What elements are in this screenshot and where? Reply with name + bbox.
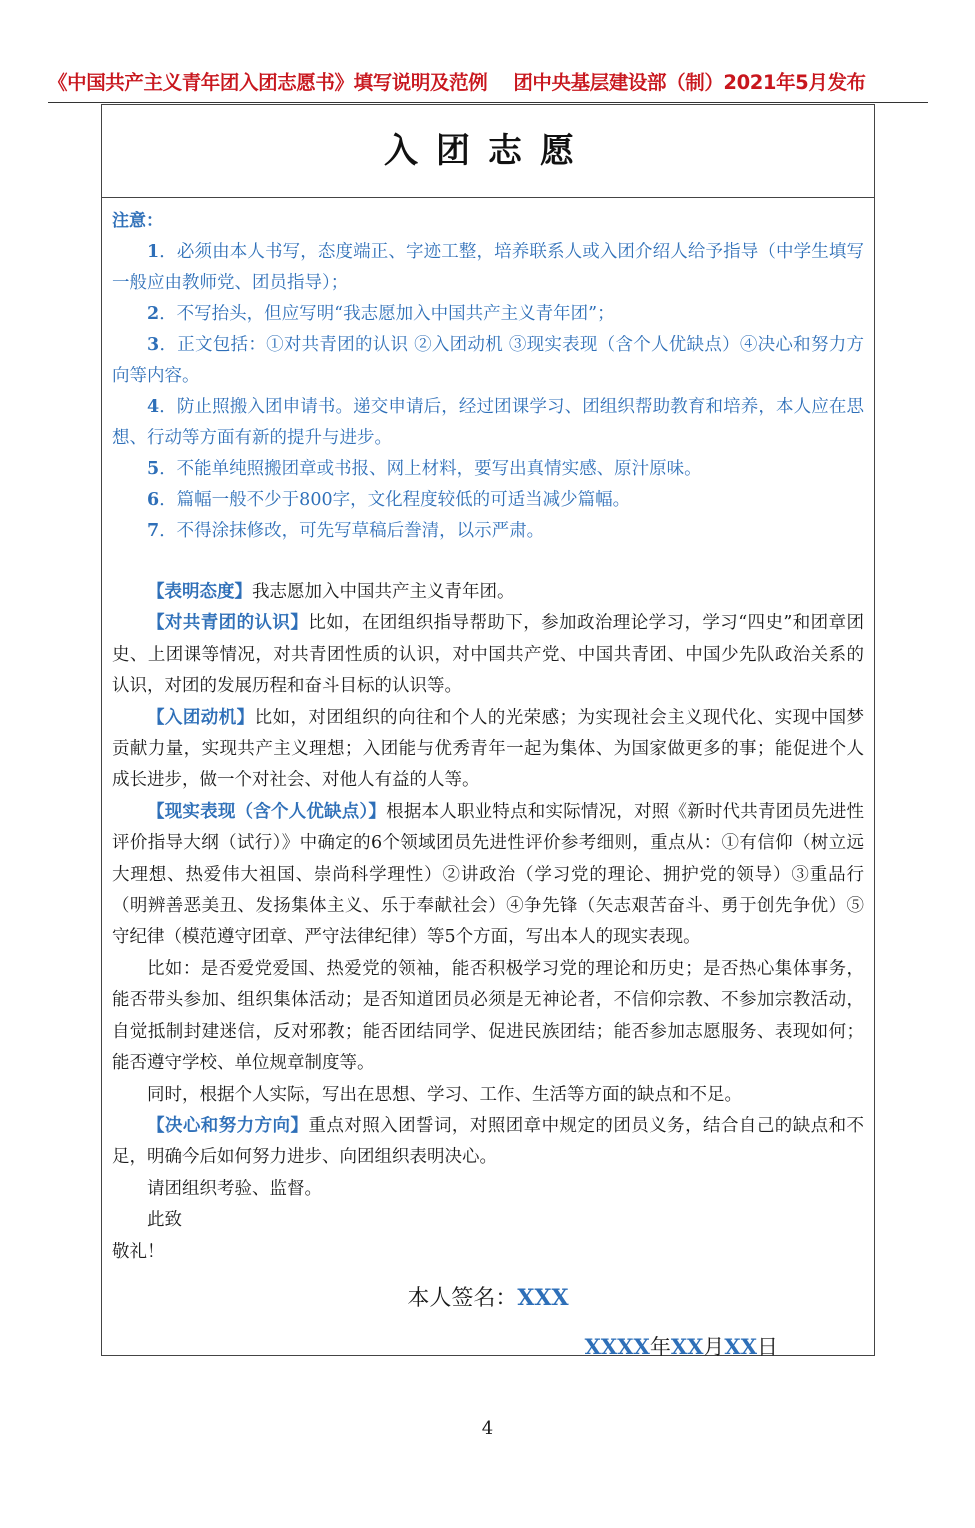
note-item xyxy=(112,299,864,330)
closing-cizhi-text: 此致 xyxy=(147,1210,182,1231)
section-paragraph xyxy=(112,1111,864,1174)
note-text: ．不能单纯照搬团章或书报、网上材料，要写出真情实感、原汁原味。 xyxy=(159,459,702,479)
note-text: ．不写抬头，但应写明“我志愿加入中国共产主义青年团”； xyxy=(159,304,615,324)
note-item xyxy=(112,237,864,299)
note-text: ．防止照搬入团申请书。递交申请后，经过团课学习、团组织帮助教育和培养，本人应在思想、行动等方面有新的提升与进步。 xyxy=(112,397,864,448)
section-text: 根据本人职业特点和实际情况，对照《新时代共青团员先进性评价指导大纲（试行）》中确定的6个领域团员先进性评价参考细则，重点从：①有信仰（树立远大理想、热爱伟大祖国、崇尚科学理性）②讲政治（学习党的理论、拥护党的领导）③重品行（明辨善恶美丑、发扬集体主义、乐于奉献社会）④争先锋（矢志艰苦奋斗、勇于创先争优）⑤守纪律（模范遵守团章、严守法律纪律）等5个方面，写出本人的现实表现。 xyxy=(112,801,865,948)
section-text: 比如：是否爱党爱国、热爱党的领袖，能否积极学习党的理论和历史；是否热心集体事务，能否带头参加、组织集体活动；是否知道团员必须是无神论者，不信仰宗教、不参加宗教活动，自觉抵制封建迷信，反对邪教；能否团结同学、促进民族团结；能否参加志愿服务、表现如何；能否遵守学校、单位规章制度等。 xyxy=(112,958,864,1074)
form-title: 入团志愿 xyxy=(102,105,874,198)
note-text: ．正文包括：①对共青团的认识 ②入团动机 ③现实表现（含个人优缺点）④决心和努力方向等内容。 xyxy=(112,335,864,386)
signature-label: 本人签名： xyxy=(407,1285,518,1311)
note-number: 5 xyxy=(147,459,160,479)
note-number: 7 xyxy=(147,521,160,541)
closing-request-text: 请团组织考验、监督。 xyxy=(147,1178,322,1199)
section-text: 我志愿加入中国共产主义青年团。 xyxy=(252,582,515,602)
section-paragraph xyxy=(112,577,864,608)
section-tag: 【对共青团的认识】 xyxy=(147,613,309,634)
section-text: 重点对照入团誓词，对照团章中规定的团员义务，结合自己的缺点和不足，明确今后如何努力进步、向团组织表明决心。 xyxy=(112,1115,865,1168)
notes-title: 注意： xyxy=(112,211,163,231)
date-year-unit: 年 xyxy=(649,1334,671,1359)
section-paragraph xyxy=(112,954,864,1080)
section-tag: 【决心和努力方向】 xyxy=(147,1115,309,1136)
section-tag: 【入团动机】 xyxy=(147,707,255,728)
date-month: XX xyxy=(670,1333,704,1359)
header-title: 《中国共产主义青年团入团志愿书》填写说明及范例 xyxy=(48,71,488,94)
date-day: XX xyxy=(724,1333,757,1359)
note-number: 2 xyxy=(147,304,160,324)
notes-block xyxy=(112,206,864,547)
section-paragraph xyxy=(112,1080,864,1111)
application-form xyxy=(101,104,875,1359)
note-text: ．不得涂抹修改，可先写草稿后誊清，以示严肃。 xyxy=(159,521,545,541)
note-item xyxy=(112,454,864,485)
note-number: 6 xyxy=(147,490,160,510)
section-paragraph xyxy=(112,797,864,954)
form-content xyxy=(102,198,874,1365)
date-day-unit: 日 xyxy=(757,1334,778,1359)
signature-line xyxy=(112,1280,864,1317)
closing-salute: 敬礼！ xyxy=(112,1241,165,1262)
closing-cizhi xyxy=(112,1205,864,1236)
header-publisher: 团中央基层建设部（制）2021年5月发布 xyxy=(513,71,866,94)
note-number: 3 xyxy=(147,335,160,355)
note-item xyxy=(112,516,864,547)
header-divider xyxy=(48,102,928,103)
section-text: 比如，在团组织指导帮助下，参加政治理论学习，学习“四史”和团章团史、上团课等情况，对共青团性质的认识，对中国共产党、中国共青团、中国少先队政治关系的认识，对团的发展历程和奋斗目标的认识等。 xyxy=(112,613,864,697)
section-tag: 【现实表现（含个人优缺点）】 xyxy=(147,801,387,822)
section-paragraph xyxy=(112,703,864,797)
note-item xyxy=(112,392,864,454)
section-tag: 【表明态度】 xyxy=(147,582,252,602)
section-paragraph xyxy=(112,608,864,702)
signature-value: XXX xyxy=(517,1284,569,1311)
section-text: 比如，对团组织的向往和个人的光荣感；为实现社会主义现代化、实现中国梦贡献力量，实现共产主义理想；入团能与优秀青年一起为集体、为国家做更多的事；能促进个人成长进步，做一个对社会、对他人有益的人等。 xyxy=(112,707,865,791)
closing-request xyxy=(112,1174,864,1205)
note-item xyxy=(112,485,864,516)
note-text: ．必须由本人书写，态度端正、字迹工整，培养联系人或入团介绍人给予指导（中学生填写一般应由教师党、团员指导）； xyxy=(112,242,864,293)
page-number: 4 xyxy=(481,1418,494,1439)
document-header xyxy=(48,66,928,100)
note-number: 4 xyxy=(147,397,160,417)
note-text: ．篇幅一般不少于800字，文化程度较低的可适当减少篇幅。 xyxy=(159,490,631,510)
note-number: 1 xyxy=(147,242,160,262)
example-body xyxy=(112,577,864,1268)
note-item xyxy=(112,330,864,392)
date-year: XXXX xyxy=(584,1333,650,1359)
date-line xyxy=(112,1329,864,1365)
section-text: 同时，根据个人实际，写出在思想、学习、工作、生活等方面的缺点和不足。 xyxy=(147,1084,742,1105)
date-month-unit: 月 xyxy=(703,1334,725,1359)
